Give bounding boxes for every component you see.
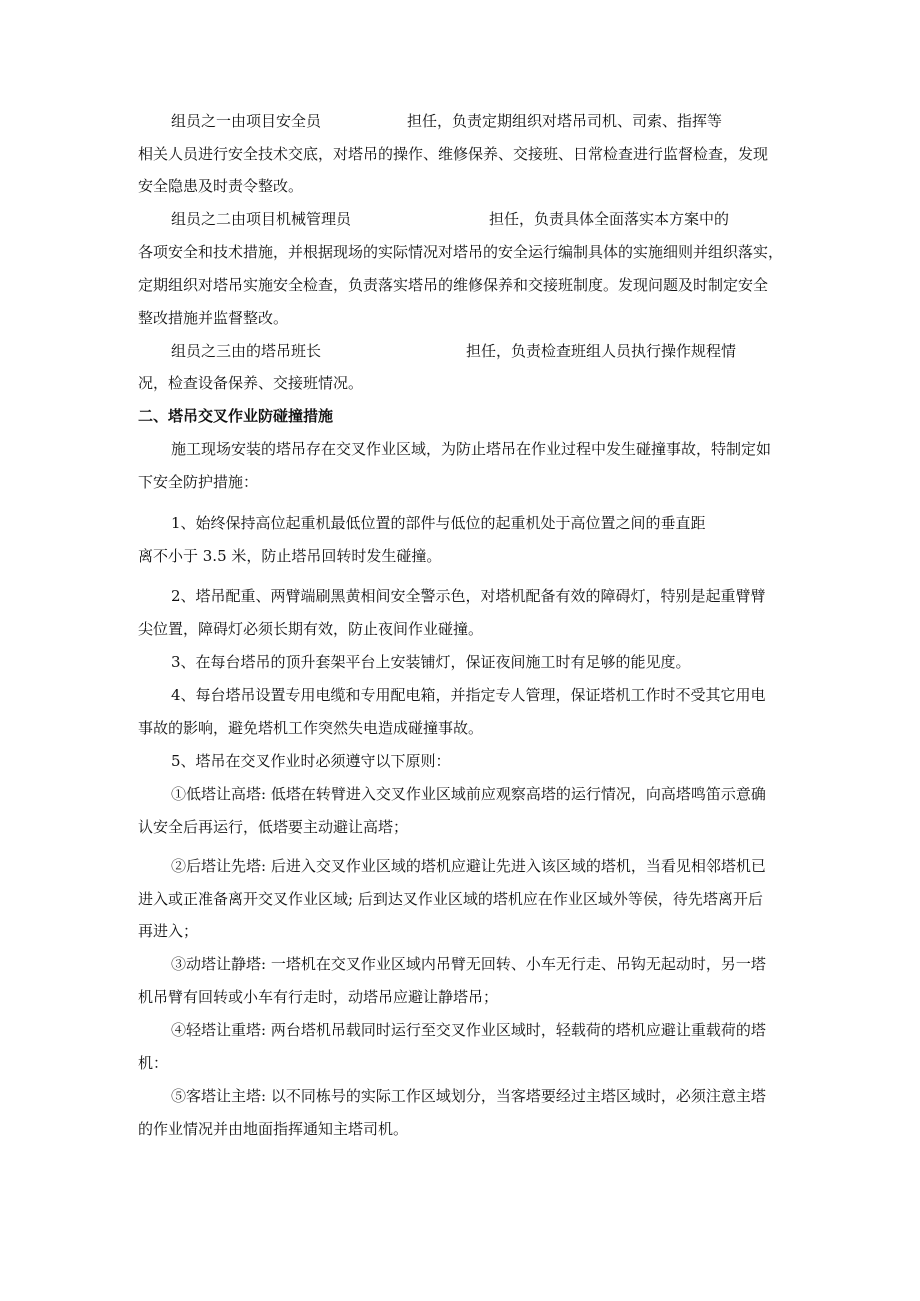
list-item-line: 2、塔吊配重、两臂端刷黑黄相间安全警示色，对塔机配备有效的障碍灯，特别是起重臂臂: [171, 587, 766, 605]
list-item-line: 1、始终保持高位起重机最低位置的部件与低位的起重机处于高位置之间的垂直距: [171, 514, 706, 532]
paragraph-line: 整改措施并监督整改。: [138, 309, 289, 327]
rule-line: 机吊臂有回转或小车有行走时，动塔吊应避让静塔吊；: [138, 988, 499, 1006]
paragraph-line: 安全隐患及时责令整改。: [138, 177, 304, 195]
rule-line: 机：: [138, 1054, 169, 1072]
list-item-line: 离不小于 3.5 米，防止塔吊回转时发生碰撞。: [138, 547, 442, 565]
list-item-line: 3、在每台塔吊的顶升套架平台上安装铺灯，保证夜间施工时有足够的能见度。: [171, 653, 691, 671]
paragraph-line: 下安全防护措施：: [138, 473, 259, 491]
list-item-line: 尖位置，障碍灯必须长期有效，防止夜间作业碰撞。: [138, 620, 484, 638]
rule-line: ③动塔让静塔: 一塔机在交叉作业区域内吊臂无回转、小车无行走、吊钩无起动时，另一塔: [171, 955, 766, 973]
rule-line: 的作业情况并由地面指挥通知主塔司机。: [138, 1120, 409, 1138]
rule-line: ①低塔让高塔: 低塔在转臂进入交叉作业区域前应观察高塔的运行情况，向高塔鸣笛示意确: [171, 785, 766, 803]
list-item-line: 事故的影响，避免塔机工作突然失电造成碰撞事故。: [138, 719, 484, 737]
rule-line: 再进入；: [138, 922, 199, 940]
list-item-line: 4、每台塔吊设置专用电缆和专用配电箱，并指定专人管理，保证塔机工作时不受其它用电: [171, 686, 766, 704]
paragraph-line: 组员之一由项目安全员 担任，负责定期组织对塔吊司机、司索、指挥等: [171, 112, 723, 130]
paragraph-line: 各项安全和技术措施，并根据现场的实际情况对塔吊的安全运行编制具体的实施细则并组织落实，: [138, 243, 784, 261]
rule-line: ⑤客塔让主塔: 以不同栋号的实际工作区域划分，当客塔要经过主塔区域时，必须注意主塔: [171, 1087, 766, 1105]
rule-line: 认安全后再运行，低塔要主动避让高塔；: [138, 818, 409, 836]
paragraph-line: 组员之二由项目机械管理员 担任，负责具体全面落实本方案中的: [171, 210, 730, 228]
paragraph-line: 况，检查设备保养、交接班情况。: [138, 374, 364, 392]
paragraph-line: 相关人员进行安全技术交底，对塔吊的操作、维修保养、交接班、日常检查进行监督检查，发现: [138, 145, 769, 163]
paragraph-line: 定期组织对塔吊实施安全检查，负责落实塔吊的维修保养和交接班制度。发现问题及时制定安全: [138, 276, 769, 294]
rule-line: 进入或正准备离开交叉作业区域; 后到达叉作业区域的塔机应在作业区域外等侯，待先塔离开后: [138, 890, 763, 908]
list-item-line: 5、塔吊在交叉作业时必须遵守以下原则：: [171, 752, 451, 770]
rule-line: ②后塔让先塔: 后进入交叉作业区域的塔机应避让先进入该区域的塔机，当看见相邻塔机已: [171, 857, 766, 875]
paragraph-line: 组员之三由的塔吊班长 担任，负责检查班组人员执行操作规程情: [171, 342, 737, 360]
section-heading: 二、塔吊交叉作业防碰撞措施: [138, 407, 334, 425]
rule-line: ④轻塔让重塔: 两台塔机吊载同时运行至交叉作业区域时，轻载荷的塔机应避让重载荷的塔: [171, 1021, 766, 1039]
paragraph-line: 施工现场安装的塔吊存在交叉作业区域，为防止塔吊在作业过程中发生碰撞事故，特制定如: [171, 440, 772, 458]
